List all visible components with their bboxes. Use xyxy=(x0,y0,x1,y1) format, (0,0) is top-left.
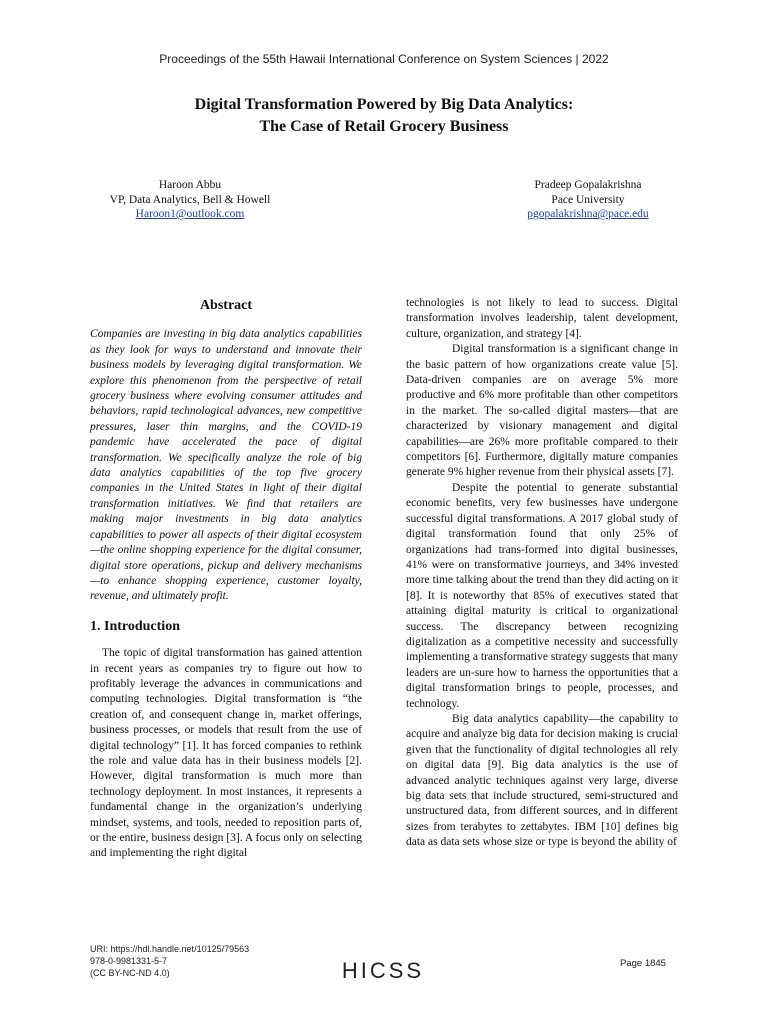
intro-paragraph-4: Big data analytics capability—the capability to acquire and analyze big data for decision making is crucial given that the functionality of digital technologies all rely on digital data [9]. Big data analytics is the use of advanced analytic techniques against very large, diverse big data sets that include structured, semi-structured and unstructured data, from different sources, and in different sizes from terabytes to zettabytes. IBM [10] defines big data as data sets whose size or type is beyond the ability of xyxy=(406,712,678,849)
title-line-2: The Case of Retail Grocery Business xyxy=(259,118,509,135)
footer-meta xyxy=(90,943,249,979)
abstract-text: Companies are investing in big data analytics capabilities as they look for ways to understand and innovate their business models by leveraging digital transformation. We explore this phenomenon from the perspective of retail grocery business where evolving consumer attitudes and behaviors, rapid technological advances, new competitive pressures, laser thin margins, and the COVID-19 pandemic have accelerated the pace of digital transformation. We specifically analyze the role of big data analytics capabilities of the top five grocery companies in the United States in light of their digital transformation initiatives. We find that retailers are making major investments in big data analytics capabilities to power all aspects of their digital ecosystem—the online shopping experience for the digital consumer, digital store operations, pickup and delivery mechanisms—to enhance shopping experience, customer loyalty, revenue, and ultimately profit. xyxy=(90,328,362,603)
intro-paragraph-1: The topic of digital transformation has gained attention in recent years as companies try to figure out how to profitably leverage the advances in communications and computing technologies. Digital transformation is “the creation of, and consequent change in, market offerings, business processes, or models that result from the use of digital technology” [1]. It has forced companies to rethink the role and value data has in their business models [2]. However, digital transformation is much more than technology deployment. In most instances, it represents a fundamental change in the organization’s underlying mindset, systems, and tools, needed to reposition parts of, or the entire, business design [3]. A focus only on selecting and implementing the right digital xyxy=(90,647,362,860)
paper-title xyxy=(0,94,768,138)
hicss-logo: HICSS xyxy=(341,958,425,983)
author-email-link[interactable]: Haroon1@outlook.com xyxy=(135,208,245,220)
author-affiliation: VP, Data Analytics, Bell & Howell xyxy=(109,193,271,206)
intro-paragraph-2: Digital transformation is a significant change in the basic pattern of how organizations create value [5]. Data-driven companies are on average 5% more productive and 6% more profitable than other competitors in the market. The so-called digital masters—that are characterized by visionary management and digital capabilities—are 26% more profitable compared to their competitors [6]. Furthermore, digitally mature companies generate 9% higher revenue from their physical assets [7]. xyxy=(406,343,678,479)
conference-header: Proceedings of the 55th Hawaii International Conference on System Sciences | 2022 xyxy=(159,52,609,66)
title-line-1: Digital Transformation Powered by Big Data Analytics: xyxy=(194,96,574,113)
abstract-heading: Abstract xyxy=(199,298,253,313)
page-number: Page 1845 xyxy=(620,958,666,969)
author-email-link[interactable]: pgopalakrishna@pace.edu xyxy=(527,208,649,220)
left-column xyxy=(90,296,362,862)
intro-paragraph-3: Despite the potential to generate substantial economic benefits, very few businesses have undergone successful digital transformations. A 2017 global study of digital transformation found that only 25% of organizations had trans-formed into digital businesses, 41% were on transformative journeys, and 34% invested more time talking about the trend than they did acting on it [8]. It is noteworthy that 85% of executives stated that attaining digital maturity is critical to organizational success. The discrepancy between recognizing digitalization as a competitive necessity and successfully implementing a transformative strategy suggests that many leaders are un-sure how to harness the opportunities that a digital transformation brings to people, processes, and technology. xyxy=(406,481,678,710)
author-block-1 xyxy=(80,178,300,222)
author-name: Pradeep Gopalakrishna xyxy=(534,179,642,191)
footer-isbn: 978-0-9981331-5-7 xyxy=(90,956,168,966)
intro-paragraph-1-continued: technologies is not likely to lead to success. Digital transformation involves leadership, talent development, culture, organization, and strategy [4]. xyxy=(406,297,678,340)
author-name: Haroon Abbu xyxy=(158,179,222,191)
right-column xyxy=(406,296,678,851)
author-affiliation: Pace University xyxy=(551,193,625,206)
footer-license: (CC BY-NC-ND 4.0) xyxy=(90,968,170,978)
author-block-2 xyxy=(478,178,698,222)
introduction-heading: 1. Introduction xyxy=(90,618,180,634)
footer-uri: URI: https://hdl.handle.net/10125/79563 xyxy=(90,944,250,954)
